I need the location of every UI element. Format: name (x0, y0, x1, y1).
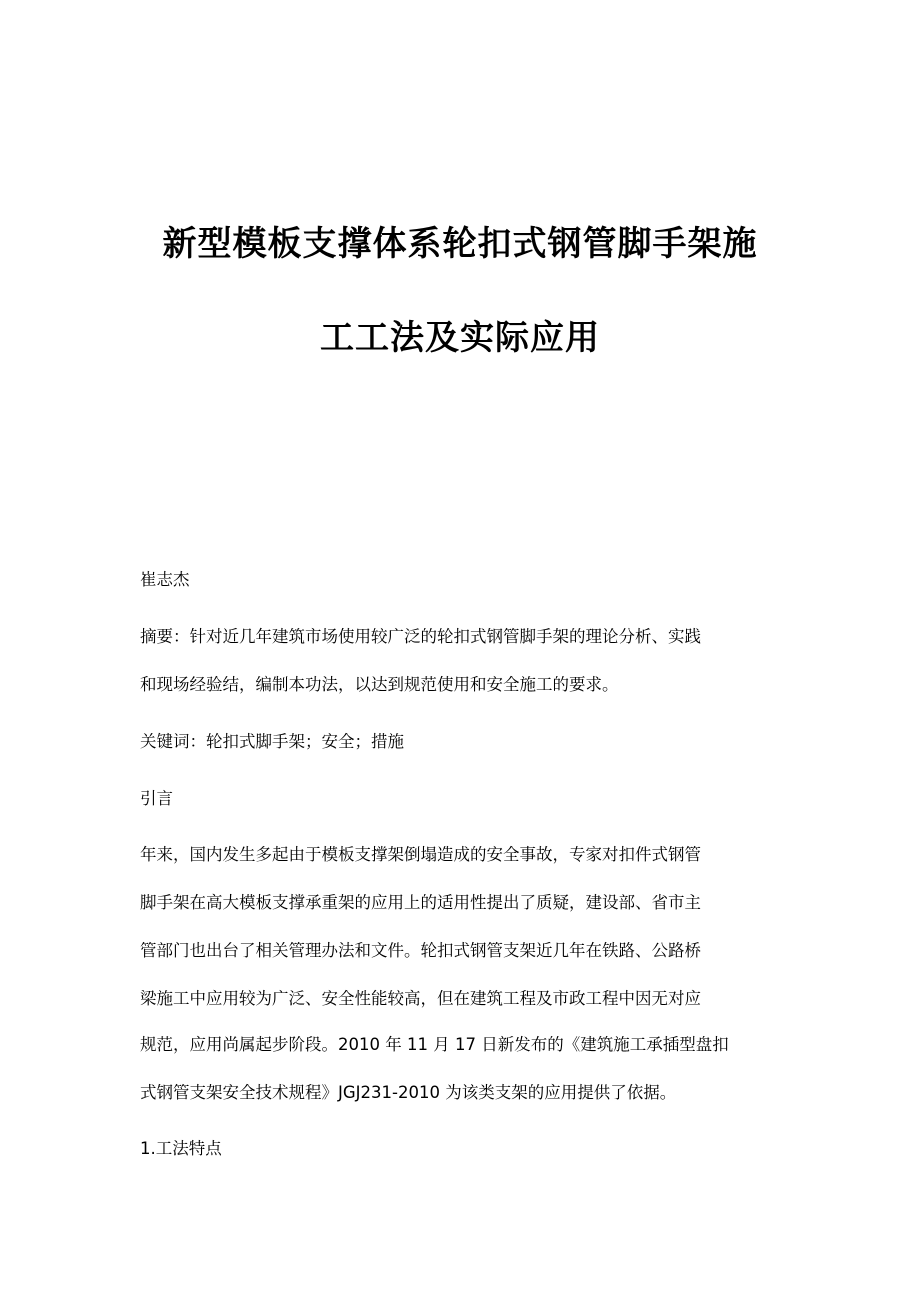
abstract-line-1: 摘要：针对近几年建筑市场使用较广泛的轮扣式钢管脚手架的理论分析、实践 (140, 627, 701, 646)
keywords-line: 关键词：轮扣式脚手架；安全；措施 (140, 732, 404, 751)
intro-paragraph-line: 梁施工中应用较为广泛、安全性能较高，但在建筑工程及市政工程中因无对应 (140, 989, 701, 1008)
intro-paragraph-line: 年来，国内发生多起由于模板支撑架倒塌造成的安全事故，专家对扣件式钢管 (140, 845, 701, 864)
intro-paragraph-line: 式钢管支架安全技术规程》JGJ231-2010 为该类支架的应用提供了依据。 (140, 1083, 677, 1102)
intro-paragraph-line: 规范，应用尚属起步阶段。2010 年 11 月 17 日新发布的《建筑施工承插型盘扣 (140, 1035, 729, 1054)
document-title-line-2: 工工法及实际应用 (320, 318, 600, 358)
abstract-line-2: 和现场经验结，编制本功法，以达到规范使用和安全施工的要求。 (140, 675, 619, 694)
document-title-line-1: 新型模板支撑体系轮扣式钢管脚手架施 (162, 224, 758, 264)
intro-heading: 引言 (140, 789, 173, 808)
intro-paragraph-line: 脚手架在高大模板支撑承重架的应用上的适用性提出了质疑，建设部、省市主 (140, 893, 701, 912)
author-name: 崔志杰 (140, 570, 190, 589)
intro-paragraph-line: 管部门也出台了相关管理办法和文件。轮扣式钢管支架近几年在铁路、公路桥 (140, 941, 701, 960)
section-1-heading: 1.工法特点 (140, 1139, 222, 1158)
